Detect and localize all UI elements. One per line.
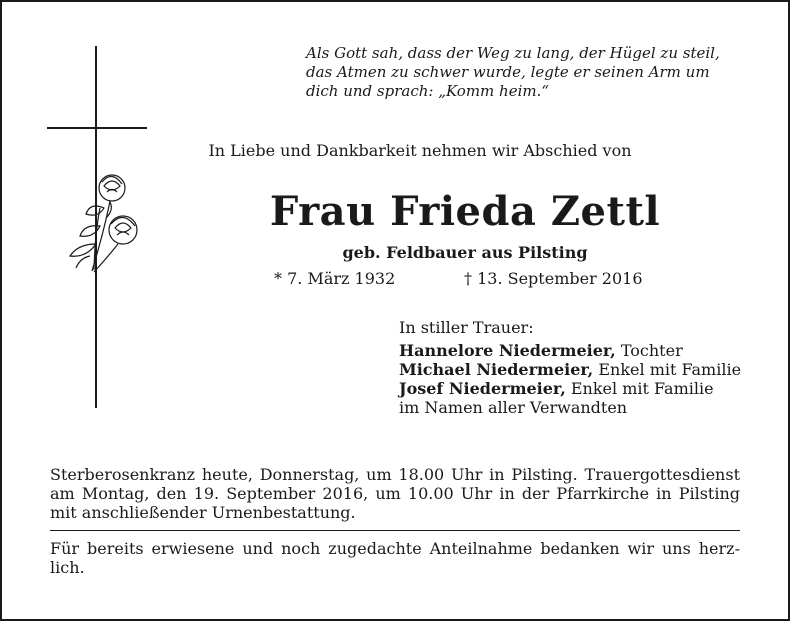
divider <box>50 530 740 531</box>
birth-date: * 7. März 1932 <box>274 269 396 288</box>
death-date: † 13. September 2016 <box>464 269 643 288</box>
mourners-heading: In stiller Trauer: <box>399 318 534 337</box>
birth-name: geb. Feldbauer aus Pilsting <box>342 243 588 262</box>
mourner-entry <box>399 360 741 379</box>
quote-line: Als Gott sah, dass der Weg zu lang, der Hügel zu steil, <box>306 44 720 62</box>
mourner-relation: Enkel mit Familie <box>565 379 714 398</box>
mourner-name: Michael Niedermeier, <box>399 360 594 379</box>
farewell-intro: In Liebe und Dankbarkeit nehmen wir Abschied von <box>208 141 632 160</box>
mourner-name: Hannelore Niedermeier, <box>399 341 616 360</box>
funeral-notice: Sterberosenkranz heute, Donnerstag, um 18.00 Uhr in Pilsting. Trauergottesdienst am Montag, den 19. September 2016, um 10.00 Uhr in der Pfarrkirche in Pilsting mit anschließender Urnenbestattung. <box>50 465 740 522</box>
quote-line: dich und sprach: „Komm heim.“ <box>306 82 550 100</box>
thanks-notice: Für bereits erwiesene und noch zugedachte Anteilnahme bedanken wir uns herz-lich. <box>50 539 740 577</box>
mourner-entry <box>399 379 741 398</box>
mourner-relation: Enkel mit Familie <box>593 360 742 379</box>
mourners-closing: im Namen aller Verwandten <box>399 398 628 417</box>
memorial-quote <box>306 44 766 101</box>
deceased-name: Frau Frieda Zettl <box>269 188 661 235</box>
mourner-relation: Tochter <box>615 341 683 360</box>
quote-line: das Atmen zu schwer wurde, legte er seinen Arm um <box>306 63 710 81</box>
mourner-name: Josef Niedermeier, <box>399 379 566 398</box>
cross-bar <box>47 127 147 129</box>
mourners-list <box>399 318 741 417</box>
mourner-entry <box>399 341 741 360</box>
